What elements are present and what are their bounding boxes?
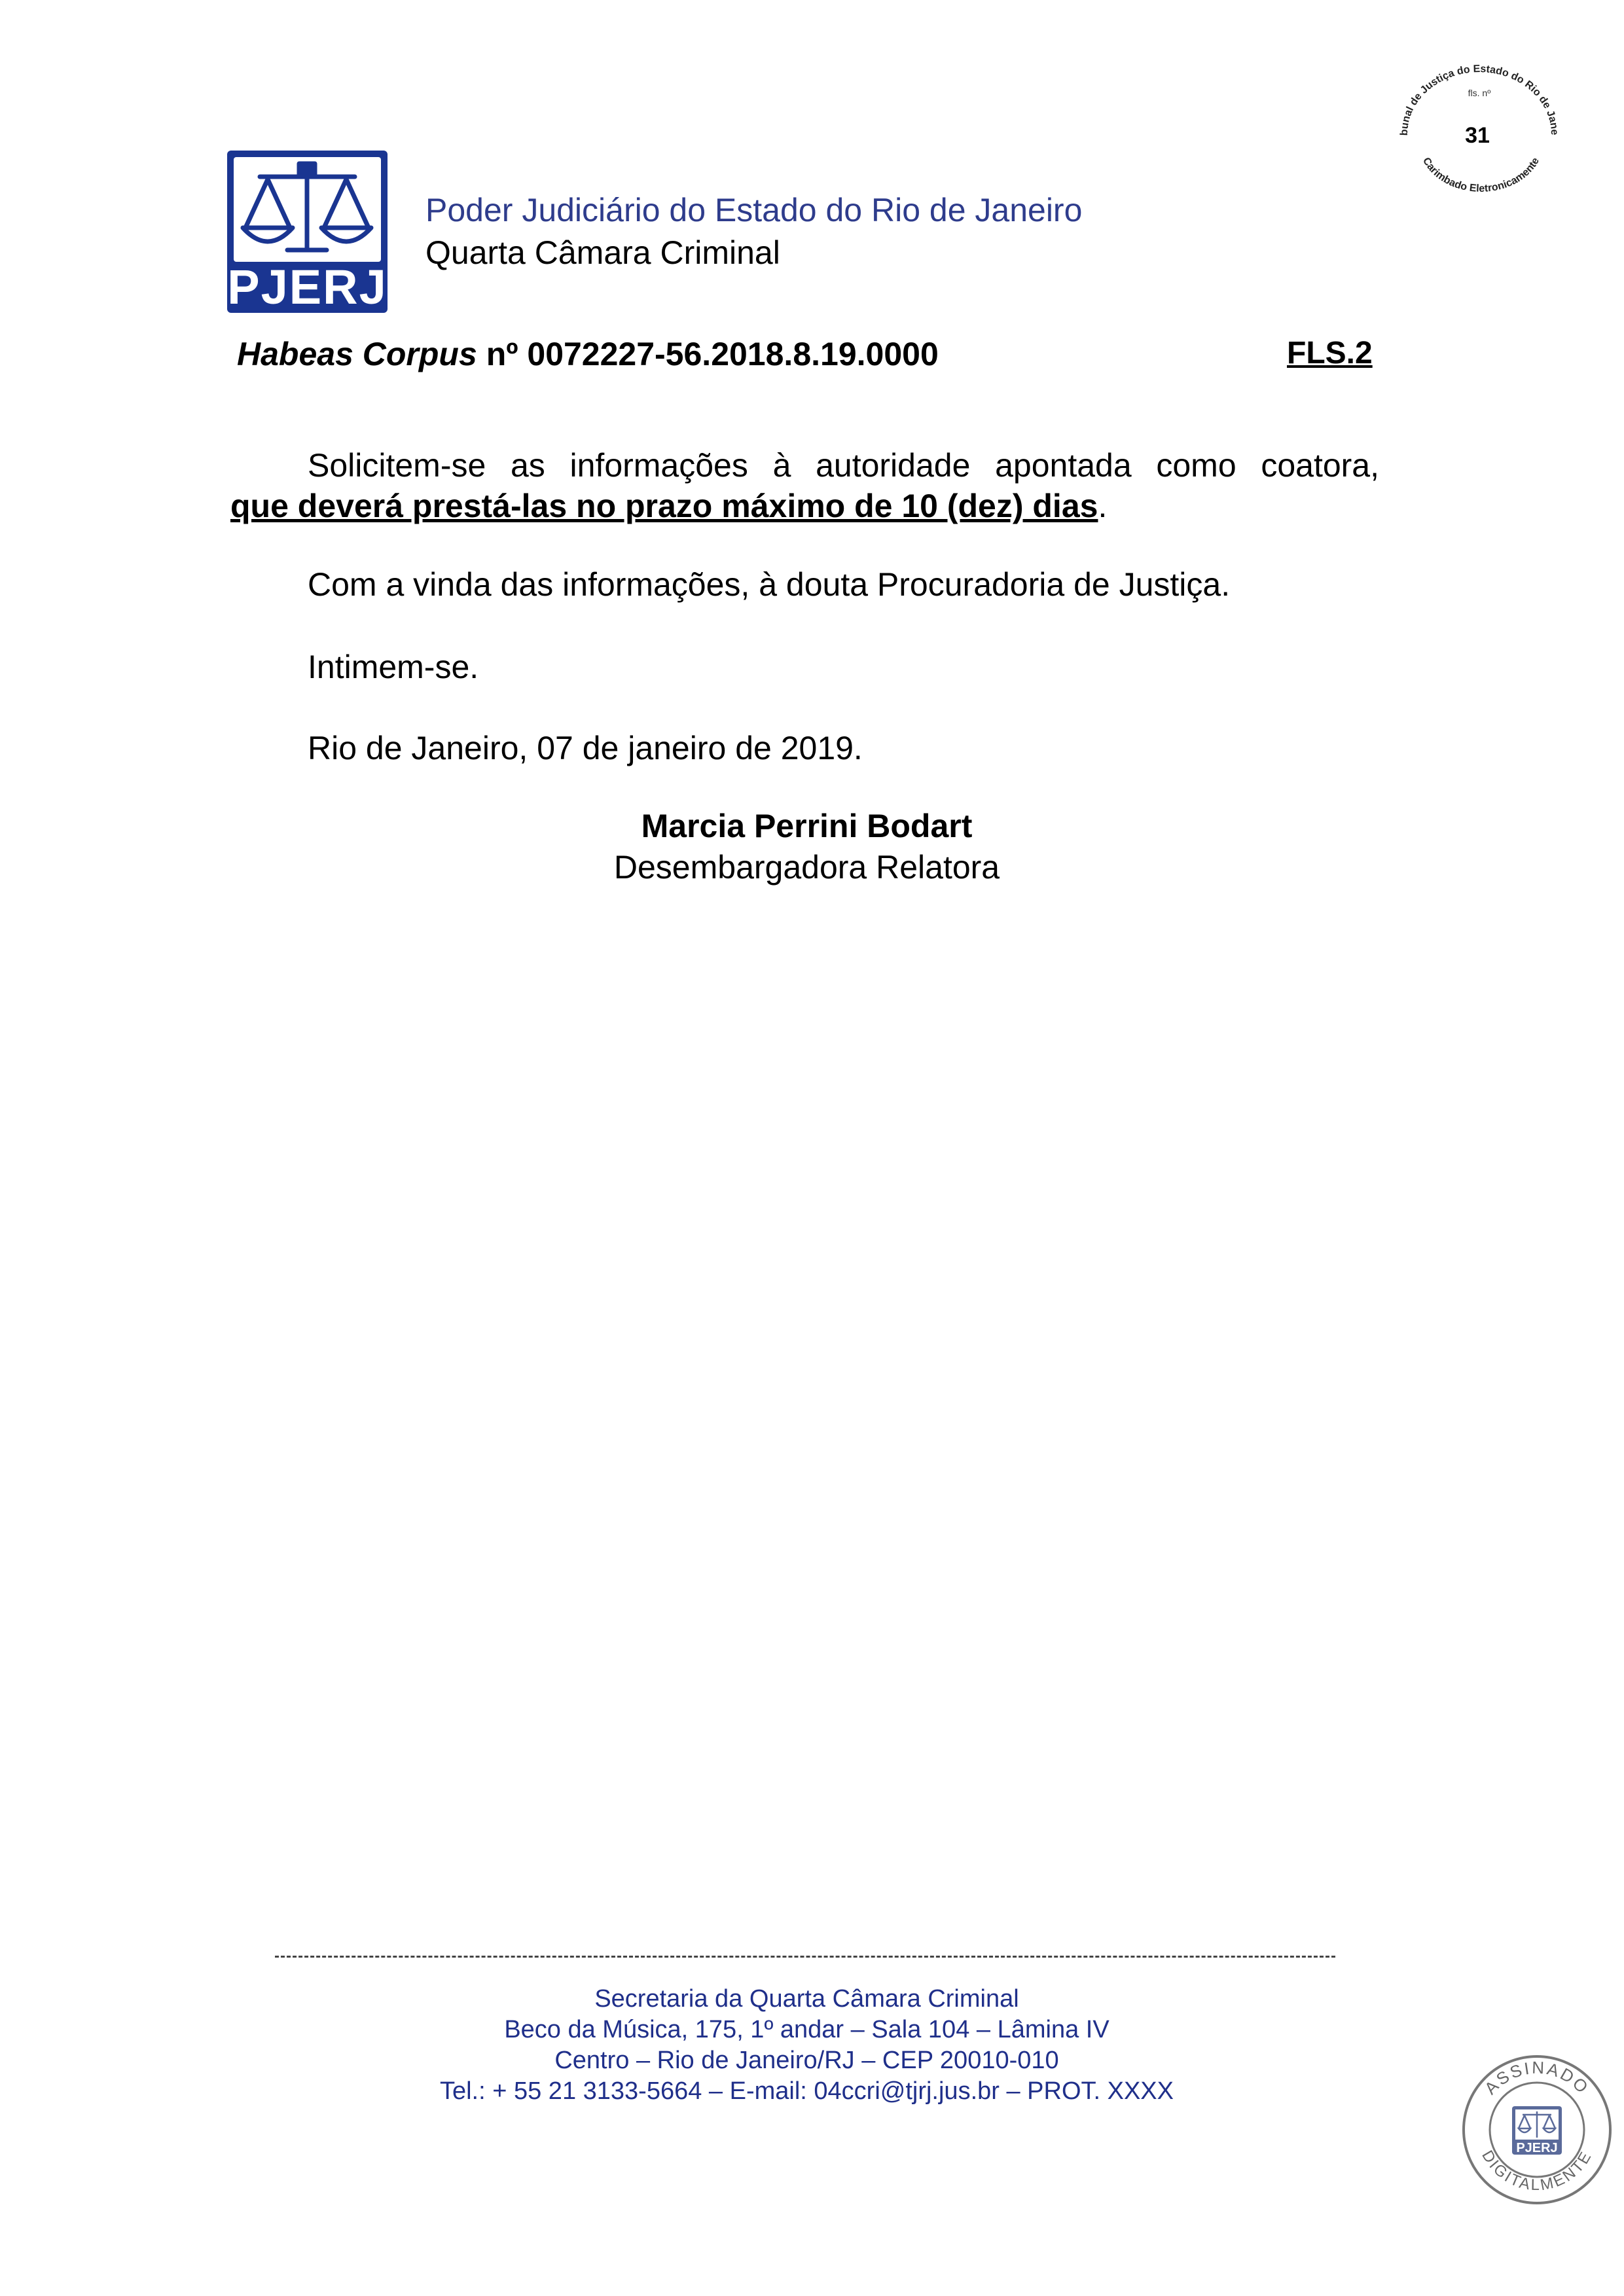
logo-text: PJERJ [227,260,388,314]
svg-text:ASSINADO [1481,2058,1593,2098]
paragraph-intimem: Intimem-se. [308,649,479,685]
chamber-name: Quarta Câmara Criminal [425,234,780,271]
stamp-small-text: fls. nº [1468,88,1491,98]
stamp-ring-bottom: Carimbado Eletronicamente [1420,155,1542,194]
svg-text:Carimbado Eletronicamente [1420,156,1542,194]
footer-city: Centro – Rio de Janeiro/RJ – CEP 20010-010 [554,2047,1059,2074]
paragraph-line [230,486,1379,526]
seal-bottom-text: DIGITALMENTE [1478,2147,1596,2195]
paragraph-request-info [230,445,1379,526]
fls-number: FLS.2 [1287,336,1373,370]
seal-top-text: ASSINADO [1480,2057,1594,2098]
case-type: Habeas Corpus [237,336,477,372]
deadline-emphasis: que deverá prestá-las no prazo máximo de 10 (dez) dias [230,488,1098,524]
scales-of-justice-icon [234,157,381,262]
digital-signature-seal [1461,2054,1613,2206]
case-number: nº 0072227-56.2018.8.19.0000 [486,336,939,372]
seal-logo-text: PJERJ [1516,2141,1558,2155]
footer-divider [275,1956,1335,1958]
signature-role: Desembargadora Relatora [613,849,1000,886]
signature-name: Marcia Perrini Bodart [641,808,973,844]
paragraph-procuradoria: Com a vinda das informações, à douta Procuradoria de Justiça. [308,566,1231,603]
stamp-ring-top: bunal de Justiça do Estado do Rio de Jane [1398,63,1561,136]
paragraph-end: . [1098,488,1108,524]
case-identifier [237,335,939,373]
footer-secretaria: Secretaria da Quarta Câmara Criminal [594,1985,1019,2013]
pjerj-logo [227,151,388,313]
paragraph-line: Solicitem-se as informações à autoridade apontada como coatora, [308,447,1379,484]
page-number: 31 [1465,123,1490,148]
paragraph-date: Rio de Janeiro, 07 de janeiro de 2019. [308,730,863,766]
court-name: Poder Judiciário do Estado do Rio de Janeiro [425,192,1083,228]
footer-address: Beco da Música, 175, 1º andar – Sala 104 – Lâmina IV [504,2016,1110,2043]
footer-contact: Tel.: + 55 21 3133-5664 – E-mail: 04ccri@tjrj.jus.br – PROT. XXXX [439,2077,1174,2105]
